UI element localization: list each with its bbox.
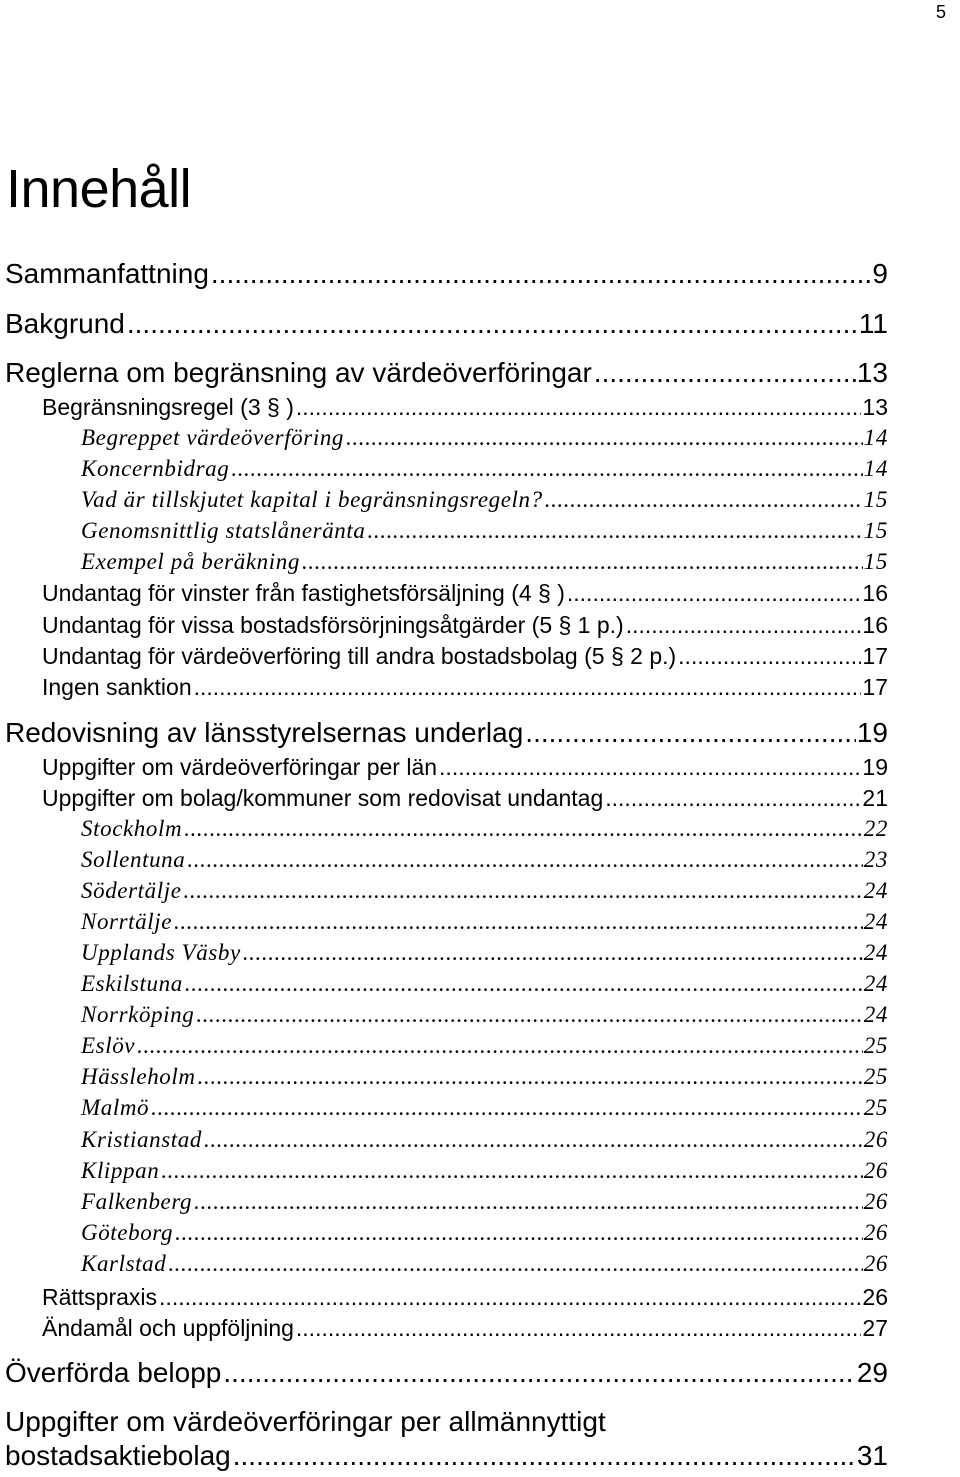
toc-entry-page: 14	[863, 425, 888, 450]
toc-entry-sollentuna[interactable]	[81, 847, 888, 873]
toc-entry-page: 17	[862, 643, 888, 669]
toc-entry-page: 31	[856, 1440, 888, 1471]
toc-entry-hassleholm[interactable]	[81, 1064, 888, 1090]
toc-entry-sammanfattning[interactable]	[5, 258, 888, 290]
toc-entry-page: 19	[856, 717, 888, 748]
toc-entry-redovisning[interactable]	[5, 717, 888, 749]
toc-entry-malmo[interactable]	[81, 1095, 888, 1121]
toc-entry-page: 24	[863, 971, 888, 996]
toc-entry-label: Överförda belopp	[5, 1357, 222, 1388]
dot-leader	[194, 674, 862, 701]
dot-leader	[296, 394, 862, 421]
toc-entry-upplands-vasby[interactable]	[81, 940, 888, 966]
toc-entry-label: Kristianstad	[81, 1127, 202, 1152]
toc-entry-label: Upplands Väsby	[81, 940, 241, 965]
dot-leader	[204, 1127, 863, 1153]
toc-entry-uppgifter-bolag[interactable]	[42, 785, 888, 812]
dot-leader	[243, 940, 863, 966]
toc-entry-page: 15	[863, 518, 888, 543]
toc-entry-begreppet[interactable]	[81, 425, 888, 451]
dot-leader	[159, 1284, 861, 1311]
toc-entry-label: Begränsningsregel (3 § )	[42, 394, 294, 420]
toc-entry-page: 13	[862, 394, 888, 420]
toc-entry-label: Bakgrund	[5, 308, 125, 339]
toc-entry-page: 26	[863, 1220, 888, 1245]
dot-leader	[161, 1158, 862, 1184]
toc-entry-karlstad[interactable]	[81, 1251, 888, 1277]
toc-entry-eslov[interactable]	[81, 1033, 888, 1059]
toc-entry-label: Falkenberg	[81, 1189, 193, 1214]
toc-entry-label: Genomsnittlig statslåneränta	[81, 518, 366, 543]
dot-leader	[605, 785, 861, 812]
toc-entry-label: Sollentuna	[81, 847, 186, 872]
toc-entry-page: 24	[863, 878, 888, 903]
toc-entry-label: Redovisning av länsstyrelsernas underlag	[5, 717, 524, 748]
dot-leader	[196, 1002, 862, 1028]
dot-leader	[174, 909, 863, 935]
toc-entry-label: Rättspraxis	[42, 1284, 158, 1310]
toc-entry-begransningsregel[interactable]	[42, 394, 888, 421]
dot-leader	[198, 1064, 863, 1090]
toc-entry-page: 15	[863, 549, 888, 574]
toc-entry-page: 26	[863, 1251, 888, 1276]
toc-entry-norrkoping[interactable]	[81, 1002, 888, 1028]
toc-entry-page: 24	[863, 1002, 888, 1027]
dot-leader	[626, 612, 862, 639]
toc-entry-rattspraxis[interactable]	[42, 1284, 888, 1311]
toc-entry-page: 29	[856, 1357, 888, 1388]
dot-leader	[223, 1357, 855, 1389]
dot-leader	[678, 643, 861, 670]
toc-entry-uppgifter-lan[interactable]	[42, 754, 888, 781]
toc-entry-page: 24	[863, 940, 888, 965]
toc-entry-label: Norrtälje	[81, 909, 173, 934]
toc-entry-page: 23	[863, 847, 888, 872]
toc-entry-norrtalje[interactable]	[81, 909, 888, 935]
dot-leader	[151, 1095, 863, 1121]
toc-entry-label: Eslöv	[81, 1033, 136, 1058]
toc-entry-page: 19	[862, 754, 888, 780]
toc-entry-falkenberg[interactable]	[81, 1189, 888, 1215]
toc-entry-page: 26	[863, 1189, 888, 1214]
toc-entry-koncernbidrag[interactable]	[81, 456, 888, 482]
toc-entry-label: Malmö	[81, 1095, 150, 1120]
dot-leader	[594, 357, 856, 389]
toc-entry-page: 24	[863, 909, 888, 934]
page-number: 5	[935, 2, 946, 22]
toc-entry-page: 14	[863, 456, 888, 481]
toc-entry-label: Uppgifter om bolag/kommuner som redovisat undantag	[42, 785, 604, 811]
toc-entry-label: Ändamål och uppföljning	[42, 1315, 294, 1341]
dot-leader	[231, 456, 862, 482]
toc-entry-exempel[interactable]	[81, 549, 888, 575]
toc-entry-tillskjutet[interactable]	[81, 487, 888, 513]
toc-entry-label: Klippan	[81, 1158, 160, 1183]
toc-entry-page: 27	[862, 1315, 888, 1341]
toc-entry-label: Reglerna om begränsning av värdeöverföringar	[5, 357, 592, 388]
toc-entry-andamal[interactable]	[42, 1315, 888, 1342]
toc-entry-statslaneranta[interactable]	[81, 518, 888, 544]
toc-entry-label: Göteborg	[81, 1220, 174, 1245]
dot-leader	[127, 308, 858, 340]
toc-entry-page: 16	[862, 612, 888, 638]
toc-entry-kristianstad[interactable]	[81, 1127, 888, 1153]
toc-entry-undantag-vardeoverforing[interactable]	[42, 643, 888, 670]
dot-leader	[175, 1220, 863, 1246]
toc-entry-page: 26	[863, 1158, 888, 1183]
toc-entry-page: 16	[862, 580, 888, 606]
toc-entry-stockholm[interactable]	[81, 816, 888, 842]
dot-leader	[525, 717, 856, 749]
toc-entry-undantag-vinster[interactable]	[42, 580, 888, 607]
toc-entry-label: Vad är tillskjutet kapital i begränsningsregeln?	[81, 487, 543, 512]
toc-entry-label: Stockholm	[81, 816, 183, 841]
toc-entry-label: Södertälje	[81, 878, 182, 903]
toc-entry-page: 13	[856, 357, 888, 388]
toc-entry-bakgrund[interactable]	[5, 308, 888, 340]
page-title: Innehåll	[6, 159, 192, 219]
toc-entry-klippan[interactable]	[81, 1158, 888, 1184]
toc-entry-label: Karlstad	[81, 1251, 167, 1276]
dot-leader	[439, 754, 861, 781]
dot-leader	[567, 580, 862, 607]
dot-leader	[346, 425, 863, 451]
dot-leader	[184, 816, 863, 842]
dot-leader	[168, 1251, 862, 1277]
dot-leader	[545, 487, 863, 513]
dot-leader	[194, 1189, 863, 1215]
toc-entry-label: Undantag för värdeöverföring till andra bostadsbolag (5 § 2 p.)	[42, 643, 677, 669]
toc-entry-label: bostadsaktiebolag	[5, 1440, 231, 1471]
toc-entry-label: Ingen sanktion	[42, 674, 192, 700]
toc-entry-page: 26	[862, 1284, 888, 1310]
toc-entry-label: Sammanfattning	[5, 258, 209, 289]
dot-leader	[233, 1440, 856, 1472]
toc-entry-label: Norrköping	[81, 1002, 195, 1027]
toc-entry-label: Undantag för vinster från fastighetsförsäljning (4 § )	[42, 580, 565, 606]
toc-entry-page: 25	[863, 1033, 888, 1058]
dot-leader	[185, 971, 863, 997]
dot-leader	[296, 1315, 862, 1342]
toc-entry-page: 25	[863, 1095, 888, 1120]
toc-entry-page: 22	[863, 816, 888, 841]
dot-leader	[187, 847, 862, 873]
toc-entry-reglerna[interactable]	[5, 357, 888, 389]
toc-entry-label: Eskilstuna	[81, 971, 183, 996]
toc-entry-sodertalje[interactable]	[81, 878, 888, 904]
toc-entry-label: Begreppet värdeöverföring	[81, 425, 345, 450]
toc-entry-overforda-belopp[interactable]	[5, 1357, 888, 1389]
toc-entry-label: Hässleholm	[81, 1064, 196, 1089]
toc-entry-page: 26	[863, 1127, 888, 1152]
toc-entry-undantag-bostadsforsorjning[interactable]	[42, 612, 888, 639]
toc-entry-uppgifter-allmannyttigt-line1[interactable]: Uppgifter om värdeöverföringar per allmännyttigt	[5, 1406, 606, 1437]
toc-entry-page: 17	[862, 674, 888, 700]
toc-entry-goteborg[interactable]	[81, 1220, 888, 1246]
dot-leader	[302, 549, 863, 575]
toc-entry-page: 25	[863, 1064, 888, 1089]
toc-entry-eskilstuna[interactable]	[81, 971, 888, 997]
dot-leader	[137, 1033, 863, 1059]
toc-entry-page: 11	[858, 308, 888, 339]
toc-entry-label: Uppgifter om värdeöverföringar per län	[42, 754, 438, 780]
toc-entry-uppgifter-allmannyttigt-line2[interactable]	[5, 1440, 888, 1472]
dot-leader	[211, 258, 872, 290]
toc-entry-ingen-sanktion[interactable]	[42, 674, 888, 701]
toc-entry-page: 21	[862, 785, 888, 811]
toc-entry-label: Koncernbidrag	[81, 456, 230, 481]
toc-entry-page: 9	[872, 258, 888, 289]
toc-entry-label: Exempel på beräkning	[81, 549, 300, 574]
dot-leader	[368, 518, 863, 544]
toc-entry-label: Undantag för vissa bostadsförsörjningsåtgärder (5 § 1 p.)	[42, 612, 624, 638]
toc-entry-page: 15	[863, 487, 888, 512]
dot-leader	[184, 878, 863, 904]
